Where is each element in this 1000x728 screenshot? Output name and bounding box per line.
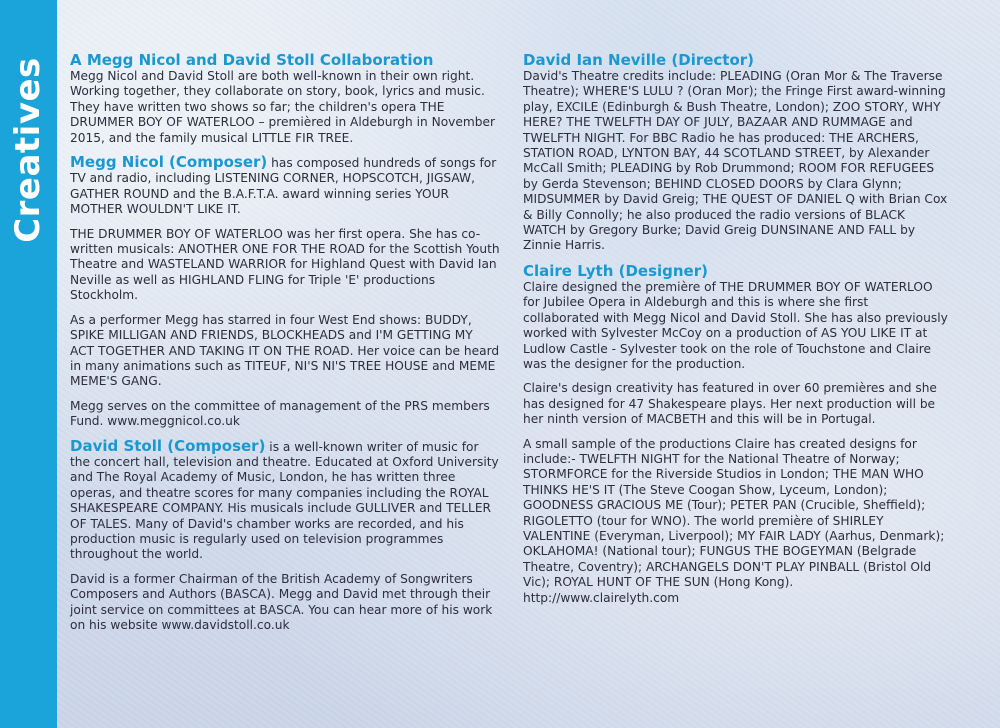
megg-paragraph-2: THE DRUMMER BOY OF WATERLOO was her first opera. She has co-written musicals: ANOTHER ONE FOR THE ROAD for the Scottish Youth Theatre and WASTELAND WARRIOR for Highland Quest with David Ian Neville as well as HIGHLAND FLING for Triple 'E' productions Stockholm. (70, 226, 500, 303)
stoll-paragraph-1 (70, 436, 500, 563)
section-megg-nicol (70, 155, 500, 430)
section-david-stoll (70, 436, 500, 634)
lyth-paragraph-1: Claire designed the première of THE DRUMMER BOY OF WATERLOO for Jubilee Opera in Aldeburgh and this is where she first collaborated with Megg Nicol and David Stoll. She has also previously worked with Sylvester McCoy on a production of AS YOU LIKE IT at Ludlow Castle - Sylvester took on the role of Touchstone and Claire was the designer for the production. (523, 279, 948, 371)
collab-heading: A Megg Nicol and David Stoll Collaboration (70, 51, 434, 69)
side-bar (0, 0, 57, 728)
side-title: Creatives (8, 57, 48, 243)
section-david-ian-neville (523, 52, 948, 254)
megg-paragraph-3: As a performer Megg has starred in four West End shows: BUDDY, SPIKE MILLIGAN AND FRIENDS, BLOCKHEADS and I'M GETTING MY ACT TOGETHER AND TAKING IT ON THE ROAD. Her voice can be heard in many animations such as TITEUF, NI'S NI'S TREE HOUSE and MEME MEME'S GANG. (70, 312, 500, 389)
stoll-paragraph-2: David is a former Chairman of the British Academy of Songwriters Composers and Authors (BASCA). Megg and David met through their joint service on committees at BASCA. You can hear more of his work on his website www.davidstoll.co.uk (70, 571, 493, 632)
stoll-heading: David Stoll (Composer) (70, 436, 266, 455)
neville-heading: David Ian Neville (Director) (523, 51, 755, 69)
megg-paragraph-1 (70, 155, 500, 218)
section-collaboration (70, 52, 500, 146)
megg-heading: Megg Nicol (Composer) (70, 153, 268, 172)
right-column (523, 52, 948, 615)
collab-paragraph: Megg Nicol and David Stoll are both well-known in their own right. Working together, they collaborate on story, book, lyrics and music. They have written two shows so far; the children's opera THE DRUMMER BOY OF WATERLOO – premièred in Aldeburgh in November 2015, and the family musical LITTLE FIR TREE. (70, 69, 495, 145)
lyth-heading: Claire Lyth (Designer) (523, 261, 708, 280)
left-column (70, 52, 500, 642)
stoll-paragraph-1-text: is a well-known writer of music for the concert hall, television and theatre. Educated at Oxford University and The Royal Academy of Music, London, he has written three operas, and theatre scores for many companies including the ROYAL SHAKESPEARE COMPANY. His musicals include GULLIVER and TELLER OF TALES. Many of David's chamber works are recorded, and his production music is regularly used on television programmes throughout the world. (70, 439, 499, 562)
megg-paragraph-4: Megg serves on the committee of management of the PRS members Fund. www.meggnicol.co.uk (70, 398, 490, 429)
megg-paragraph-1-text: has composed hundreds of songs for TV and radio, including LISTENING CORNER, HOPSCOTCH, JIGSAW, GATHER ROUND and the B.A.F.T.A. award winning series YOUR MOTHER WOULDN'T LIKE IT. (70, 156, 497, 217)
lyth-paragraph-3: A small sample of the productions Claire has created designs for include:- TWELFTH NIGHT for the National Theatre of Norway; STORMFORCE for the Riverside Studios in London; THE MAN WHO THINKS HE'S IT (The Steve Coogan Show, Lyceum, London); GOODNESS GRACIOUS ME (Tour); PETER PAN (Crucible, Sheffield); RIGOLETTO (tour for WNO). The world première of SHIRLEY VALENTINE (Everyman, Liverpool); MY FAIR LADY (Aarhus, Denmark); OKLAHOMA! (National tour); FUNGUS THE BOGEYMAN (Belgrade Theatre, Coventry); ARCHANGELS DON'T PLAY PINBALL (Bristol Old Vic); ROYAL HUNT OF THE SUN (Hong Kong). http://www.clairelyth.com (523, 436, 945, 605)
section-claire-lyth (523, 263, 948, 606)
lyth-paragraph-2: Claire's design creativity has featured in over 60 premières and she has designed for 47 Shakespeare plays. Her next production will be her ninth version of MACBETH and this will be in Portugal. (523, 381, 937, 427)
neville-paragraph: David's Theatre credits include: PLEADING (Oran Mor & The Traverse Theatre); WHERE'S LULU ? (Oran Mor); the Fringe First award-winning play, EXCILE (Edinburgh & Bush Theatre, London); ZOO STORY, WHY HERE? THE TWELFTH DAY OF JULY, BAZAAR AND RUMMAGE and TWELFTH NIGHT. For BBC Radio he has produced: THE ARCHERS, STATION ROAD, LYNTON BAY, 44 SCOTLAND STREET, by Alexander McCall Smith; PLEADING by Rob Drummond; ROOM FOR REFUGEES by Gerda Stevenson; BEHIND CLOSED DOORS by Clara Glynn; MIDSUMMER by David Greig; THE QUEST OF DANIEL Q with Brian Cox & Billy Connolly; he also produced the radio versions of BLACK WATCH by Gregory Burke; David Greig DUNSINANE AND FALL by Zinnie Harris. (523, 69, 948, 253)
